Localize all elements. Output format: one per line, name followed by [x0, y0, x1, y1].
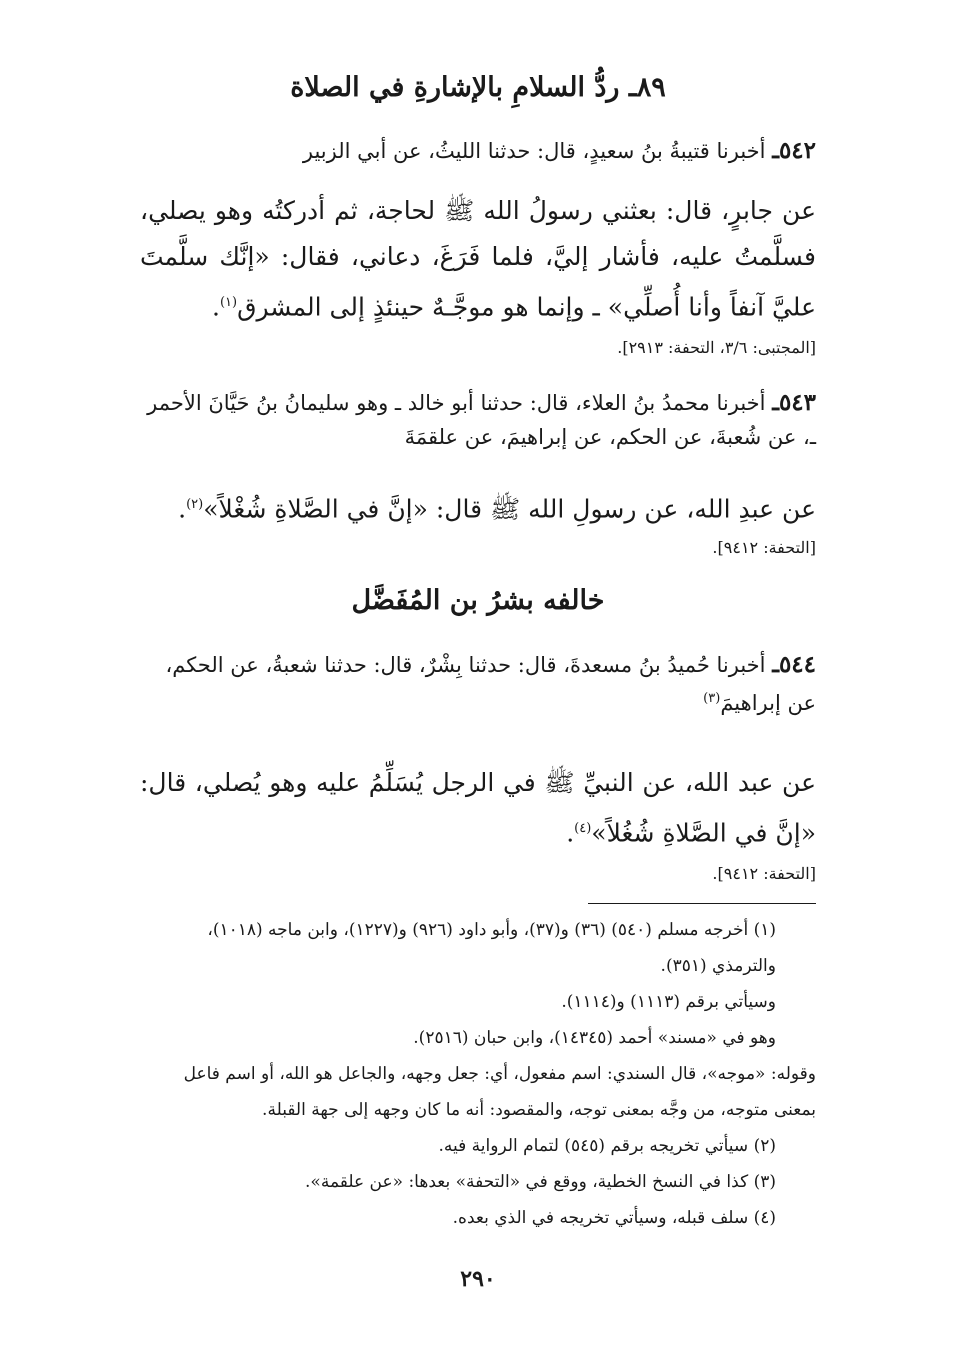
page-number: ٢٩٠	[460, 1266, 496, 1292]
hadith-number: ٥٤٤ـ	[772, 651, 816, 678]
footnote-item: (٢) سيأتي تخريجه برقم (٥٤٥) لتمام الرواية فيه.	[438, 1136, 776, 1156]
hadith-544-reference: [التحفة: ٩٤١٢].	[712, 864, 816, 883]
chapter-title: ٨٩ـ ردُّ السلامِ بالإشارةِ في الصلاة	[290, 72, 666, 103]
hadith-543-reference: [التحفة: ٩٤١٢].	[712, 538, 816, 557]
footnote-marker[interactable]: (٣)	[703, 691, 721, 706]
hadith-543-isnad	[140, 386, 816, 454]
section-subheading: خالفه بشرُ بن المُفَضَّل	[351, 585, 605, 616]
hadith-543-matn: عن عبدِ الله، عن رسولِ الله ﷺ قال: «إنَّ في الصَّلاةِ شُغْلاً»$^{(٢)}$.	[178, 494, 816, 524]
isnad-text: أخبرنا حُميدُ بنُ مسعدةَ، قال: حدثنا بِشْرٌ، قال: حدثنا شعبةُ، عن الحكم، عن إبراهيمَ	[165, 653, 816, 715]
footnote-item: (٤) سلف قبله، وسيأتي تخريجه في الذي بعده.	[452, 1208, 776, 1228]
hadith-number: ٥٤٢ـ	[772, 137, 816, 164]
footnote-marker[interactable]: (١)	[219, 295, 238, 310]
footnote-item: وقوله: «موجه»، قال السندي: اسم مفعول، أي: جعل وجهه، والجاعل هو الله، أو اسم فاعل بمعنى متوجه، من وجَّه بمعنى توجه، والمقصود: أنه ما كان وجهه إلى جهة القبلة.	[183, 1064, 816, 1120]
footnote-marker[interactable]: (٢)	[186, 497, 204, 512]
matn-text: عن جابرٍ، قال: بعثني رسولُ الله ﷺ لحاجة، ثم أدركتُه وهو يصلي، فسلَّمتُ عليه، فأشار إليَّ، فلما فَرَغَ، دعاني، فقال: «إنَّك سلَّمتَ عليَّ آنفاً وأنا أُصلِّي» ـ وإنما هو موجَّـهٌ حينئذٍ إلى المشرق	[140, 196, 816, 322]
hadith-542-matn: عن جابرٍ، قال: بعثني رسولُ الله ﷺ لحاجة، ثم أدركتُه وهو يصلي، فسلَّمتُ عليه، فأشار إليَّ، فلما فَرَغَ، دعاني، فقال: «إنَّك سلَّمتَ عليَّ آنفاً وأنا أُصلِّي» ـ وإنما هو موجَّـهٌ حينئذٍ إلى المشرق$^{(١)}$.	[140, 196, 816, 322]
hadith-542-isnad	[140, 134, 816, 168]
footnote-divider	[588, 903, 816, 904]
hadith-544-matn: عن عبد الله، عن النبيِّ ﷺ في الرجل يُسَلِّمُ عليه وهو يُصلي، قال: «إنَّ في الصَّلاةِ شُغُلاً»$^{(٤)}$.	[140, 768, 816, 848]
isnad-text: أخبرنا قتيبةُ بنُ سعيدٍ، قال: حدثنا الليثُ، عن أبي الزبير	[302, 139, 766, 163]
footnote-item: وسيأتي برقم (١١١٣) و(١١١٤).	[561, 992, 776, 1012]
matn-text: عن عبد الله، عن النبيِّ ﷺ في الرجل يُسَلِّمُ عليه وهو يُصلي، قال: «إنَّ في الصَّلاةِ شُغُلاً»	[140, 768, 816, 848]
footnotes	[140, 912, 816, 1236]
hadith-542-reference: [المجتبى: ٣/٦، التحفة: ٢٩١٣].	[617, 338, 816, 357]
footnote-item: وهو في «مسند» أحمد (١٤٣٤٥)، وابن حبان (٢٥١٦).	[413, 1028, 776, 1048]
footnote-item: (١) أخرجه مسلم (٥٤٠) (٣٦) و(٣٧)، وأبو داود (٩٢٦) و(١٢٢٧)، وابن ماجه (١٠١٨)، والترمذي (٣٥١).	[207, 920, 776, 976]
hadith-544-isnad	[140, 648, 816, 720]
footnote-marker[interactable]: (٤)	[574, 821, 592, 836]
footnote-item: (٣) كذا في النسخ الخطية، ووقع في «التحفة» بعدها: «عن علقمة».	[305, 1172, 776, 1192]
matn-text: عن عبدِ الله، عن رسولِ الله ﷺ قال: «إنَّ في الصَّلاةِ شُغْلاً»	[203, 494, 816, 524]
hadith-number: ٥٤٣ـ	[772, 389, 816, 416]
isnad-text: أخبرنا محمدُ بنُ العلاء، قال: حدثنا أبو خالد ـ وهو سليمانُ بنُ حَيَّانَ الأحمر ـ، عن شُعبةَ، عن الحكم، عن إبراهيمَ، عن علقمَةَ	[147, 391, 816, 449]
